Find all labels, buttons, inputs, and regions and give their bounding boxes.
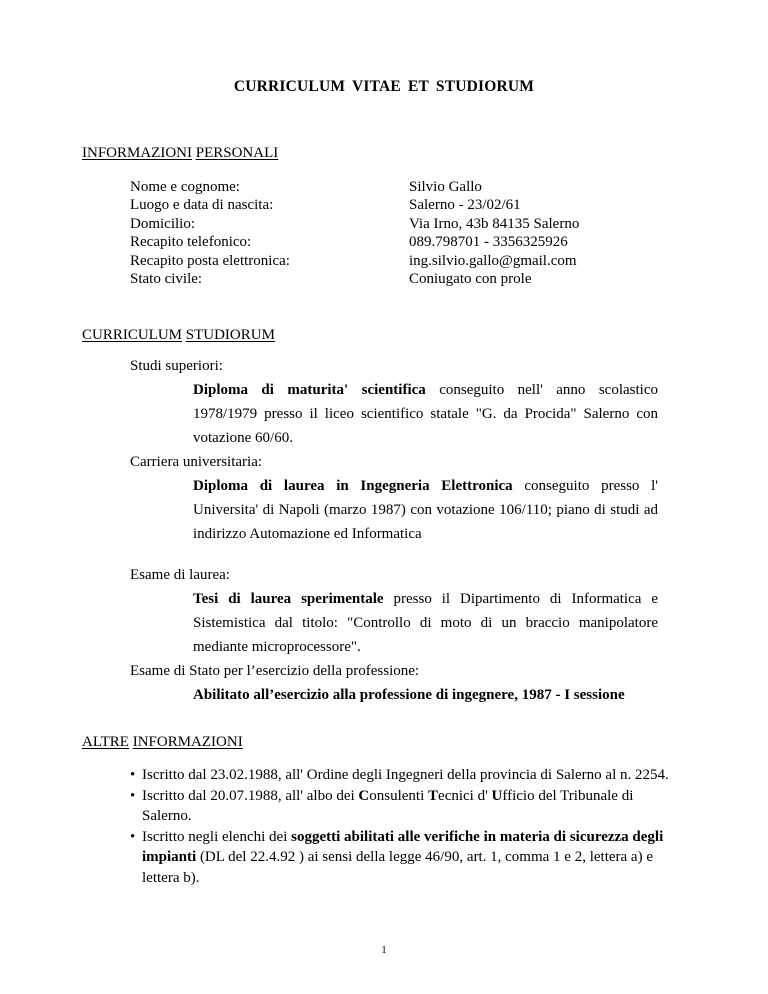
other-info-list	[130, 765, 670, 889]
info-row-civil-status: Stato civile: Coniugato con prole	[130, 271, 532, 288]
bullet-icon: •	[130, 787, 136, 804]
paragraph-carriera: Diploma di laurea in Ingegneria Elettronica conseguito presso l' Universita' di Napoli (marzo 1987) con votazione 106/110; piano di studi ad indirizzo Automazione ed Informatica	[193, 478, 658, 542]
list-item: • Iscritto dal 23.02.1988, all' Ordine degli Ingegneri della provincia di Salerno al n. 2254.	[130, 765, 670, 786]
section-heading-studies: CURRICULUM STUDIORUM	[82, 327, 275, 343]
section-heading-other: ALTRE INFORMAZIONI	[82, 734, 243, 750]
subheading-esame-stato: Esame di Stato per l’esercizio della professione:	[130, 663, 420, 679]
list-item: • Iscritto dal 20.07.1988, all' albo dei Consulenti Tecnici d' Ufficio del Tribunale di Salerno.	[130, 787, 634, 825]
info-row-email: Recapito posta elettronica: ing.silvio.gallo@gmail.com	[130, 252, 577, 269]
section-heading-personal: INFORMAZIONI PERSONALI	[82, 145, 279, 161]
info-row-name: Nome e cognome: Silvio Gallo	[130, 179, 482, 195]
paragraph-studi-superiori: Diploma di maturita' scientifica conseguito nell' anno scolastico 1978/1979 presso il liceo scientifico statale "G. da Procida" Salerno con votazione 60/60.	[193, 382, 658, 446]
bullet-icon: •	[130, 828, 136, 845]
document-title: CURRICULUM VITAE ET STUDIORUM	[233, 78, 535, 95]
page-number: 1	[381, 944, 387, 956]
info-row-address: Domicilio: Via Irno, 43b 84135 Salerno	[130, 215, 580, 232]
personal-info-table	[130, 178, 579, 288]
paragraph-esame-stato: Abilitato all’esercizio alla professione di ingegnere, 1987 - I sessione	[193, 687, 625, 703]
paragraph-esame-laurea: Tesi di laurea sperimentale presso il Dipartimento di Informatica e Sistemistica dal titolo: "Controllo di moto di un braccio manipolatore mediante microprocessore".	[193, 591, 658, 655]
subheading-studi-superiori: Studi superiori:	[130, 358, 223, 374]
subheading-esame-laurea: Esame di laurea:	[130, 567, 230, 583]
bullet-icon: •	[130, 767, 136, 783]
subheading-carriera: Carriera universitaria:	[130, 454, 263, 470]
info-row-phone: Recapito telefonico: 089.798701 - 3356325926	[130, 234, 568, 251]
info-row-birth: Luogo e data di nascita: Salerno - 23/02/61	[130, 197, 521, 214]
list-item: • Iscritto negli elenchi dei soggetti abilitati alle verifiche in materia di sicurezza degli impianti (DL del 22.4.92 ) ai sensi della legge 46/90, art. 1, comma 1 e 2, lettera a) e lettera b).	[130, 828, 664, 886]
